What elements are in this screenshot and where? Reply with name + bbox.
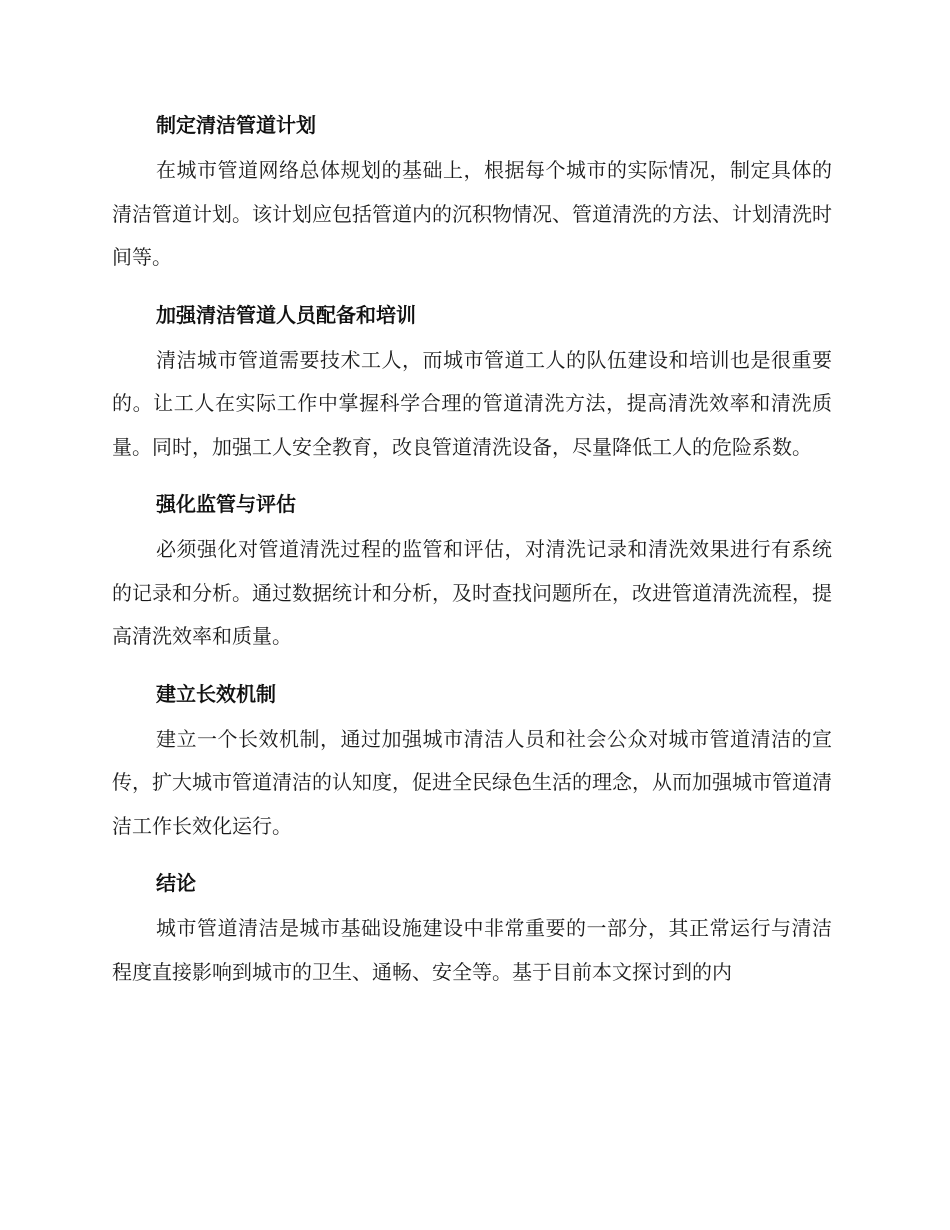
section-heading-long-term-mechanism: 建立长效机制 bbox=[156, 681, 276, 706]
section-heading-cleaning-plan: 制定清洁管道计划 bbox=[156, 113, 316, 137]
section-paragraph-staffing-training: 清洁城市管道需要技术工人，而城市管道工人的队伍建设和培训也是很重要的。让工人在实际工作中掌握科学合理的管道清洗方法，提高清洗效率和清洗质量。同时，加强工人安全教育，改良管道清洗设备，尽量降低工人的危险系数。 bbox=[112, 347, 832, 459]
section-heading-conclusion: 结论 bbox=[156, 871, 196, 895]
section-heading-staffing-training: 加强清洁管道人员配备和培训 bbox=[156, 302, 416, 327]
section-paragraph-cleaning-plan: 在城市管道网络总体规划的基础上，根据每个城市的实际情况，制定具体的清洁管道计划。该计划应包括管道内的沉积物情况、管道清洗的方法、计划清洗时间等。 bbox=[112, 158, 832, 269]
section-paragraph-long-term-mechanism: 建立一个长效机制，通过加强城市清洁人员和社会公众对城市管道清洁的宣传，扩大城市管道清洁的认知度，促进全民绿色生活的理念，从而加强城市管道清洁工作长效化运行。 bbox=[112, 726, 832, 838]
section-heading-supervision-evaluation: 强化监管与评估 bbox=[156, 492, 296, 516]
section-paragraph-conclusion: 城市管道清洁是城市基础设施建设中非常重要的一部分，其正常运行与清洁程度直接影响到城市的卫生、通畅、安全等。基于目前本文探讨到的内 bbox=[112, 916, 832, 984]
section-paragraph-supervision-evaluation: 必须强化对管道清洗过程的监管和评估，对清洗记录和清洗效果进行有系统的记录和分析。通过数据统计和分析，及时查找问题所在，改进管道清洗流程，提高清洗效率和质量。 bbox=[112, 537, 832, 648]
